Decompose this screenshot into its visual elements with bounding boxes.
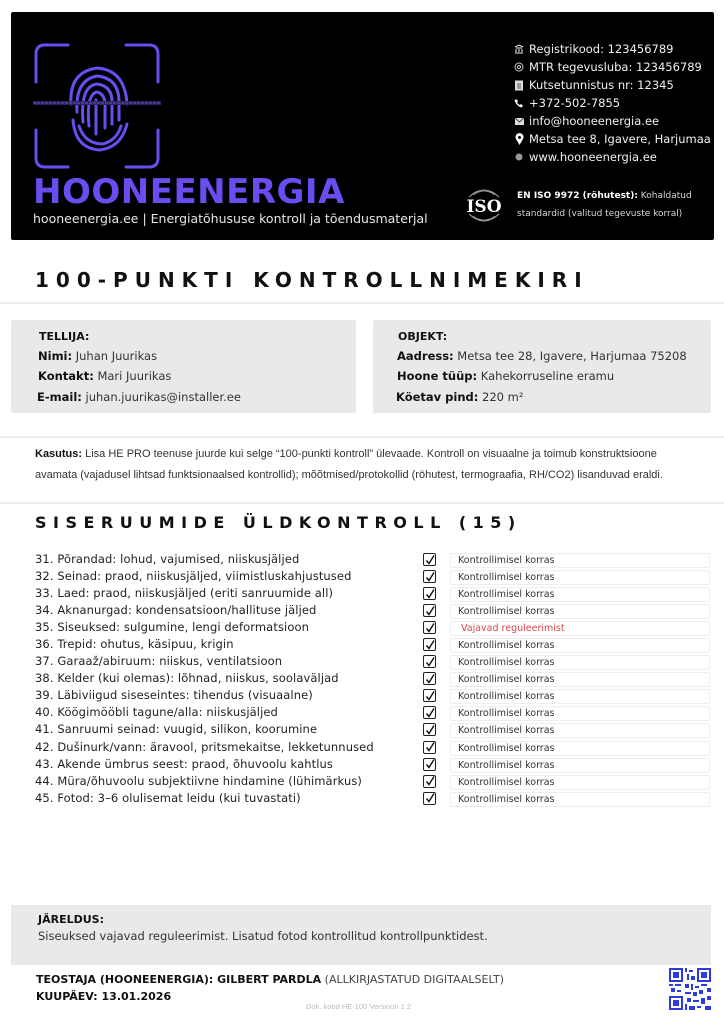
checkmark-icon — [425, 742, 435, 752]
checkbox[interactable] — [423, 587, 436, 600]
checklist-item-label: 34. Aknanurgad: kondensatsioon/hallituse jäljed — [35, 603, 317, 618]
checkbox[interactable] — [423, 672, 436, 685]
page-title: 100-PUNKTI KONTROLLNIMEKIRI — [35, 268, 589, 292]
checkmark-icon — [425, 640, 435, 650]
object-address: Aadress: Metsa tee 28, Igavere, Harjumaa 75208 — [397, 349, 687, 363]
checklist-row — [35, 552, 715, 569]
checklist-item-label: 44. Müra/õhuvoolu subjektiivne hindamine (lühimärkus) — [35, 773, 363, 788]
checkmark-icon — [425, 555, 435, 565]
checkmark-icon — [425, 623, 435, 633]
license-icon — [513, 61, 525, 73]
checklist-item-label: 40. Köögimööbli tagune/alla: niiskusjäljed — [35, 705, 278, 720]
checklist-row — [35, 757, 715, 774]
checklist-item-label: 31. Põrandad: lohud, vajumised, niiskusjäljed — [35, 552, 300, 566]
checkmark-icon — [425, 572, 435, 582]
email-icon — [513, 115, 525, 127]
checkbox[interactable] — [423, 604, 436, 617]
conclusion-heading: JÄRELDUS: — [38, 913, 104, 926]
checkbox[interactable] — [423, 792, 436, 805]
checkbox[interactable] — [423, 553, 436, 566]
brand-name: HOONEENERGIA — [33, 172, 345, 212]
checklist-row — [35, 705, 715, 722]
status-field[interactable]: Kontrollimisel korras — [450, 638, 710, 653]
status-field[interactable]: Kontrollimisel korras — [450, 741, 710, 756]
svg-text:ISO: ISO — [466, 197, 502, 217]
object-type: Hoone tüüp: Kahekorruseline eramu — [397, 369, 615, 383]
checkmark-icon — [425, 606, 435, 616]
status-field[interactable]: Kontrollimisel korras — [450, 553, 710, 568]
checkbox[interactable] — [423, 775, 436, 788]
checklist-item-label: 37. Garaaž/abiruum: niiskus, ventilatsioon — [35, 654, 283, 669]
location-pin-icon — [513, 133, 525, 145]
checklist-row — [35, 569, 715, 586]
checklist-item-label: 42. Dušinurk/vann: äravool, pritsmekaitse, lekketunnused — [35, 739, 374, 754]
object-area: Köetav pind: 220 m² — [396, 390, 524, 404]
checklist-row — [35, 688, 715, 705]
checklist-item-label: 45. Fotod: 3–6 olulisemat leidu (kui tuvastati) — [35, 790, 301, 805]
status-field[interactable]: Kontrollimisel korras — [450, 672, 710, 687]
section-title: SISERUUMIDE ÜLDKONTROLL (15) — [35, 513, 522, 532]
client-panel — [11, 320, 356, 413]
checklist-row — [35, 791, 715, 808]
checkbox[interactable] — [423, 621, 436, 634]
status-field[interactable]: Kontrollimisel korras — [450, 723, 710, 738]
checkmark-icon — [425, 759, 435, 769]
divider — [0, 502, 724, 504]
checklist-row — [35, 654, 715, 671]
phone-icon — [513, 97, 525, 109]
object-heading: OBJEKT: — [398, 330, 448, 343]
checkmark-icon — [425, 674, 435, 684]
status-field[interactable]: Kontrollimisel korras — [450, 587, 710, 602]
checkmark-icon — [425, 657, 435, 667]
client-heading: TELLIJA: — [39, 330, 90, 343]
contact-registry: Registrikood: 123456789 — [513, 40, 711, 58]
contact-list — [513, 40, 711, 166]
status-field[interactable]: Kontrollimisel korras — [450, 792, 710, 807]
checkbox[interactable] — [423, 655, 436, 668]
contact-license: MTR tegevusluba: 123456789 — [513, 58, 711, 76]
checklist-item-label: 36. Trepid: ohutus, käsipuu, krigin — [35, 637, 234, 652]
status-field[interactable]: Kontrollimisel korras — [450, 775, 710, 790]
conclusion-text: Siseuksed vajavad reguleerimist. Lisatud fotod kontrollitud kontrollpunktidest. — [38, 929, 488, 943]
checklist-row — [35, 774, 715, 791]
divider — [0, 302, 724, 304]
checkbox[interactable] — [423, 570, 436, 583]
iso-description: EN ISO 9972 (röhutest): Kohaldatud standardid (valitud tegevuste korral) — [517, 191, 692, 219]
checklist-row — [35, 620, 715, 637]
contact-email: info@hooneenergia.ee — [513, 112, 711, 130]
checkbox[interactable] — [423, 741, 436, 754]
checkmark-icon — [425, 793, 435, 803]
checklist-item-label: 41. Sanruumi seinad: vuugid, silikon, koorumine — [35, 722, 318, 737]
object-panel — [373, 320, 711, 413]
checklist-row — [35, 603, 715, 620]
checklist-item-label: 39. Läbiviigud siseseintes: tihendus (visuaalne) — [35, 688, 313, 703]
checklist-item-label: 33. Laed: praod, niiskusjäljed (eriti sanruumide all) — [35, 586, 334, 601]
checkbox[interactable] — [423, 689, 436, 702]
checklist-item-label: 38. Kelder (kui olemas): lõhnad, niiskus, soolaväljad — [35, 671, 339, 686]
checkmark-icon — [425, 708, 435, 718]
checklist-row — [35, 671, 715, 688]
status-field[interactable]: Vajavad reguleerimist — [450, 621, 710, 636]
checkbox[interactable] — [423, 706, 436, 719]
checklist-item-label: 32. Seinad: praod, niiskusjäljed, viimistluskahjustused — [35, 569, 352, 584]
checkbox[interactable] — [423, 638, 436, 651]
checkmark-icon — [425, 691, 435, 701]
contact-phone: +372-502-7855 — [513, 94, 711, 112]
checklist-row — [35, 740, 715, 757]
client-name: Nimi: Juhan Juurikas — [38, 349, 158, 363]
checklist-row — [35, 722, 715, 739]
checklist — [35, 552, 715, 808]
performer-line: TEOSTAJA (HOONEENERGIA): GILBERT PARDLA (ALLKIRJASTATUD DIGITAALSELT) — [36, 973, 505, 986]
status-field[interactable]: Kontrollimisel korras — [450, 758, 710, 773]
client-contact: Kontakt: Mari Juurikas — [38, 369, 172, 383]
status-field[interactable]: Kontrollimisel korras — [450, 706, 710, 721]
checklist-item-label: 35. Siseuksed: sulgumine, lengi deformatsioon — [35, 620, 309, 635]
contact-address: Metsa tee 8, Igavere, Harjumaa — [513, 130, 711, 148]
brand-tagline: hooneenergia.ee | Energiatõhususe kontroll ja tõendusmaterjal — [33, 211, 428, 226]
divider — [0, 436, 724, 438]
iso-logo-icon — [459, 185, 509, 225]
checkmark-icon — [425, 725, 435, 735]
checkmark-icon — [425, 589, 435, 599]
globe-icon — [513, 151, 525, 163]
iso-badge — [459, 185, 692, 225]
status-field[interactable]: Kontrollimisel korras — [450, 655, 710, 670]
status-field[interactable]: Kontrollimisel korras — [450, 604, 710, 619]
usage-note: Kasutus: Lisa HE PRO teenuse juurde kui selge “100-punkti kontroll” ülevaade. Kontroll on visuaalne ja toimub konstruktsioone avamata (vajadusel lihtsad funktsionaalsed kontrollid); mõõtmised/protokollid (röhutest, termograafia, RH/CO2) lisanduvad eraldi. — [35, 448, 663, 481]
checkbox[interactable] — [423, 758, 436, 771]
document-code: Dok. kood HE-100 Versioon 1.2 — [306, 1002, 412, 1011]
status-field[interactable]: Kontrollimisel korras — [450, 570, 710, 585]
status-field[interactable]: Kontrollimisel korras — [450, 689, 710, 704]
client-email: E-mail: juhan.juurikas@installer.ee — [37, 390, 241, 404]
checklist-row — [35, 586, 715, 603]
date-line: KUUPÄEV: 13.01.2026 — [36, 990, 172, 1003]
registry-icon — [513, 43, 525, 55]
fingerprint-logo-icon — [33, 42, 161, 170]
header-banner — [11, 12, 714, 240]
checkmark-icon — [425, 776, 435, 786]
contact-website: www.hooneenergia.ee — [513, 148, 711, 166]
contact-certificate: Kutsetunnistus nr: 12345 — [513, 76, 711, 94]
certificate-icon — [513, 79, 525, 91]
checkbox[interactable] — [423, 723, 436, 736]
qr-code-icon[interactable] — [669, 968, 711, 1010]
checklist-item-label: 43. Akende ümbrus seest: praod, õhuvoolu kahtlus — [35, 756, 334, 771]
checklist-row — [35, 637, 715, 654]
conclusion-panel — [11, 905, 711, 965]
